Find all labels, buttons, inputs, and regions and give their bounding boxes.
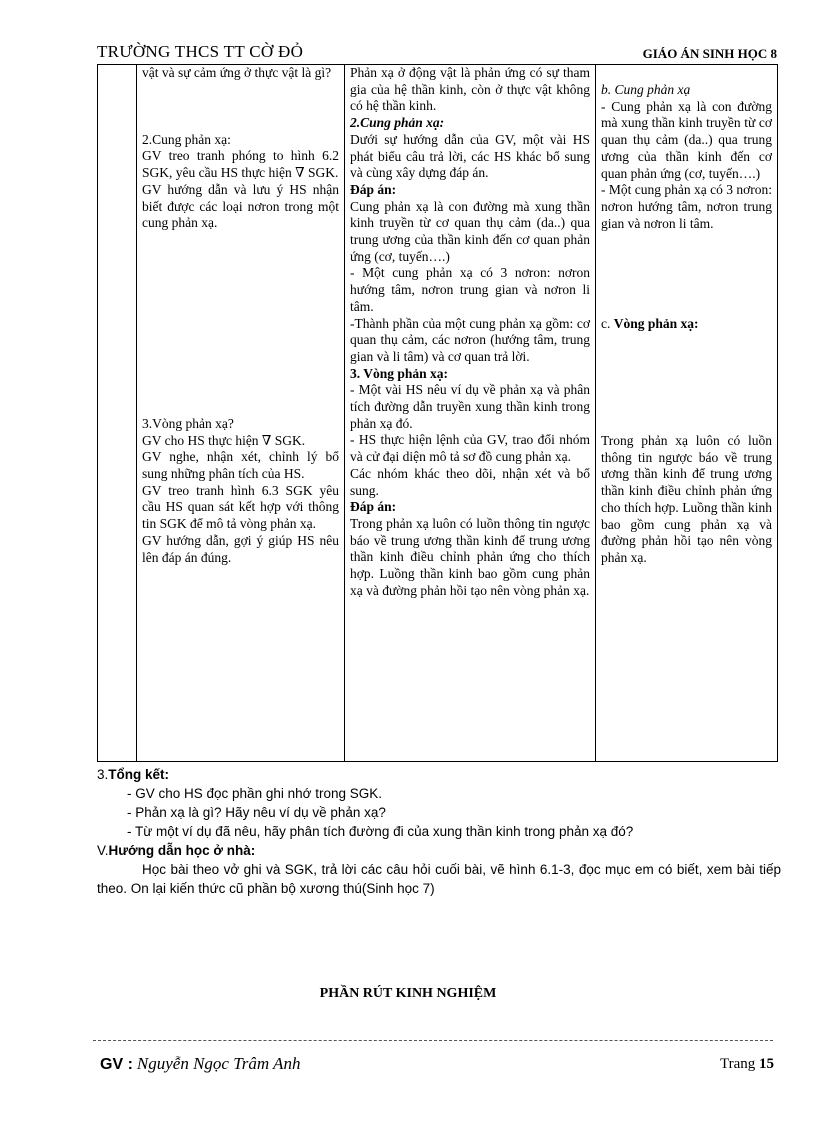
- content-b-title: b. Cung phản xạ: [601, 82, 691, 97]
- student-vong-b: - HS thực hiện lệnh của GV, trao đổi nhóm và cử đại diện mô tả sơ đồ cung phản xạ.: [350, 432, 590, 465]
- content-b1: - Cung phản xạ là con đường mà xung thần kinh truyền từ cơ quan thụ cảm (da..) qua trung ương của thần kinh đến cơ quan phản ứng (cơ, tuyến….): [601, 98, 772, 181]
- student-cung-text: Dưới sự hướng dẫn của GV, một vài HS phát biểu câu trả lời, các HS khác bổ sung và cùng xây dựng đáp án.: [350, 131, 590, 181]
- teacher-vong-d: GV hướng dẫn, gợi ý giúp HS nêu lên đáp án đúng.: [142, 532, 339, 565]
- teacher-vong-c: GV treo tranh hình 6.3 SGK yêu cầu HS quan sát kết hợp với thông tin SGK để mô tả vòng phản xạ.: [142, 482, 339, 532]
- student-vong-c: Các nhóm khác theo dõi, nhận xét và bổ sung.: [350, 465, 590, 498]
- student-ans1: Cung phản xạ là con đường mà xung thần kinh truyền từ cơ quan thụ cảm (da..) qua trung ương của thần kinh đến cơ quan phản ứng (cơ, tuyến….): [350, 198, 590, 264]
- summary-item: - Phản xạ là gì? Hãy nêu ví dụ về phản xạ?: [127, 805, 386, 820]
- homework-text: Học bài theo vở ghi và SGK, trả lời các câu hỏi cuối bài, vẽ hình 6.1-3, đọc mục em có biết, xem bài tiếp theo. On lại kiến thức cũ phần bộ xương thú(Sinh học 7): [97, 862, 781, 896]
- footer-teacher: [100, 1054, 300, 1074]
- answer-label-2: Đáp án:: [350, 499, 397, 515]
- student-vong-a: - Một vài HS nêu ví dụ về phản xạ và phân tích đường dẫn truyền xung thần kinh trong phản xạ đó.: [350, 382, 590, 431]
- homework-title: [97, 841, 781, 860]
- subject-title: GIÁO ÁN SINH HỌC 8: [642, 46, 777, 61]
- student-p1: Phản xạ ở động vật là phản ứng có sự tham gia của hệ thần kinh, còn ở thực vật không có hệ thần kinh.: [350, 65, 590, 114]
- summary-item: - Từ một ví dụ đã nêu, hãy phân tích đường đi của xung thần kinh trong phản xạ đó?: [127, 824, 634, 839]
- content-c-title: [601, 316, 772, 333]
- gv-label: GV :: [100, 1056, 133, 1073]
- student-cung-title: 2.Cung phản xạ:: [350, 115, 445, 131]
- summary-title: [97, 765, 781, 784]
- teacher-cung-title: 2.Cung phản xạ:: [142, 131, 231, 147]
- teacher-vong-b: GV nghe, nhận xét, chỉnh lý bổ sung những phân tích của HS.: [142, 449, 339, 482]
- rut-kinh-nghiem-title: PHẦN RÚT KINH NGHIỆM: [319, 986, 497, 1001]
- teacher-vong-a: GV cho HS thực hiện ∇ SGK.: [142, 432, 306, 448]
- footer-divider: [93, 1040, 773, 1041]
- table-cell-student: [345, 65, 596, 762]
- summary-num: 3.: [97, 767, 109, 782]
- content-c-text: Trong phản xạ luôn có luồn thông tin ngược báo về trung ương thần kinh để trung ương thần kinh điều chỉnh phản ứng cho thích hợp. Luồng thần kinh bao gồm cung phản xạ và đường phản hồi tạo nên vòng phản xạ.: [601, 433, 772, 565]
- teacher-cung-text: GV treo tranh phóng to hình 6.2 SGK, yêu cầu HS thực hiện ∇ SGK.: [142, 148, 339, 181]
- teacher-name: Nguyễn Ngọc Trâm Anh: [136, 1054, 301, 1073]
- content-c-label: Vòng phản xạ:: [613, 316, 699, 332]
- lesson-table: [97, 64, 778, 762]
- summary-item: - GV cho HS đọc phần ghi nhớ trong SGK.: [127, 786, 382, 801]
- teacher-p1: vật và sự cảm ứng ở thực vật là gì?: [142, 65, 332, 80]
- student-vong-title: 3. Vòng phản xạ:: [350, 365, 449, 381]
- student-vong-ans: Trong phản xạ luôn có luồn thông tin ngược báo về trung ương thần kinh để trung ương thần kinh điều chỉnh phản ứng cho thích hợp. Luồng thần kinh bao gồm cung phản xạ và đường phản hồi tạo nên vòng phản xạ.: [350, 515, 590, 598]
- answer-label: Đáp án:: [350, 181, 397, 197]
- table-cell-teacher: [137, 65, 345, 762]
- page-label: Trang: [719, 1056, 756, 1072]
- homework-label: Hướng dẫn học ở nhà:: [108, 843, 256, 858]
- page-header: [97, 42, 777, 65]
- summary-label: Tổng kết:: [108, 767, 170, 782]
- page-number: 15: [759, 1056, 774, 1072]
- footer-page: [720, 1056, 774, 1073]
- table-cell-content: [596, 65, 778, 762]
- table-cell-empty: [98, 65, 137, 762]
- homework-num: V.: [97, 843, 109, 858]
- student-ans2: - Một cung phản xạ có 3 nơron: nơron hướng tâm, nơron trung gian và nơron li tâm.: [350, 265, 590, 314]
- teacher-vong-title: 3.Vòng phản xạ?: [142, 415, 234, 431]
- table-row: [98, 65, 778, 762]
- content-b2: - Một cung phản xạ có 3 nơron: nơron hướng tâm, nơron trung gian và nơron li tâm.: [601, 182, 772, 231]
- school-name: TRƯỜNG THCS TT CỜ ĐỎ: [97, 42, 304, 61]
- content-c-prefix: c.: [601, 316, 614, 332]
- student-ans3: -Thành phần của một cung phản xạ gồm: cơ quan thụ cảm, các nơron (hướng tâm, trung gian và li tâm) và cơ quan trả lời.: [350, 315, 590, 364]
- teacher-cung-text2: GV hướng dẫn và lưu ý HS nhận biết được các loại nơron trong một cung phản xạ.: [142, 181, 339, 231]
- summary-section: [97, 765, 781, 898]
